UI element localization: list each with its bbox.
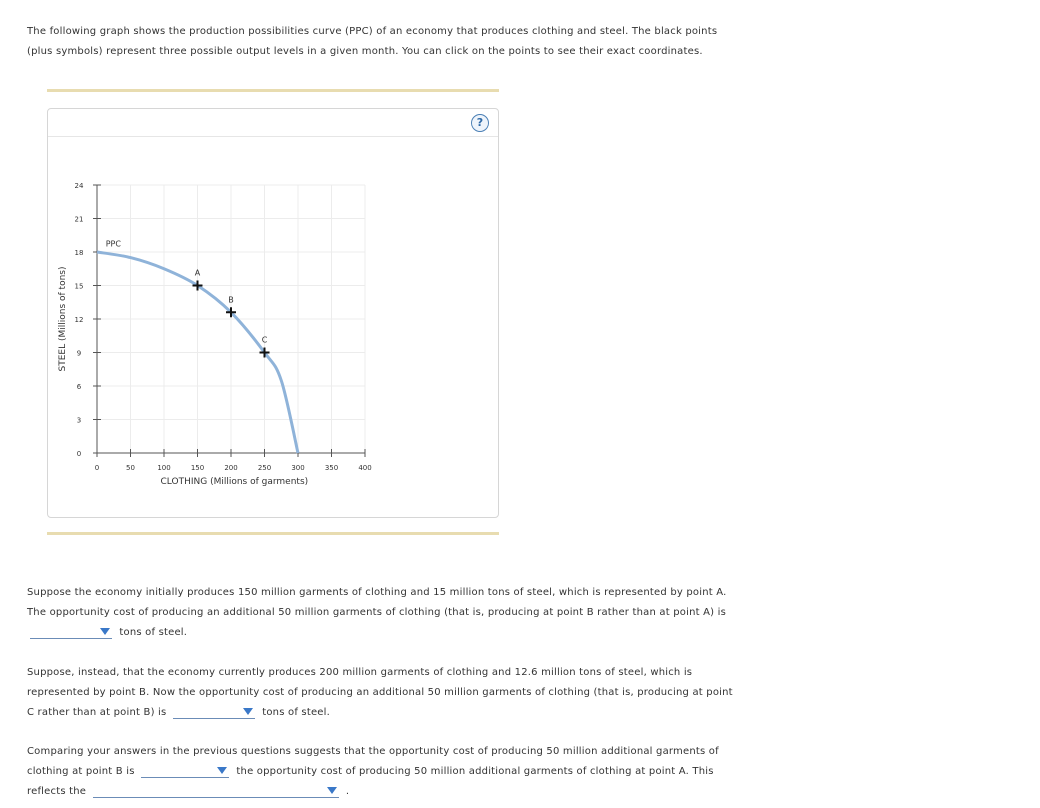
q2-line-1: Suppose, instead, that the economy currently produces 200 million garments of clothing and 12.6 million tons of steel, which is [27,667,693,678]
ppc-curve-label: PPC [105,239,121,249]
x-tick-label: 200 [224,464,238,472]
q3-end-text: . [345,786,350,797]
dropdown-arrow-icon [243,708,253,715]
point-label: A [194,268,201,278]
dropdown-arrow-icon [327,787,337,794]
q3-before-text: clothing at point B is [27,766,135,777]
intro-line-1: The following graph shows the production possibilities curve (PPC) of an economy that produces clothing and steel. The black points [27,26,718,37]
q1-after-text: tons of steel. [119,627,188,638]
x-tick-label: 250 [257,464,272,472]
y-tick-label: 3 [76,416,82,425]
help-button[interactable]: ? [471,114,489,132]
q2-after-text: tons of steel. [262,707,331,718]
x-axis-title: CLOTHING (Millions of garments) [160,477,309,487]
q1-line-2: The opportunity cost of producing an additional 50 million garments of clothing (that is, producing at point B rather than at point A) is [27,607,727,618]
y-tick-label: 15 [74,282,84,291]
point-label: C [261,335,268,345]
x-tick-label: 300 [291,464,305,472]
y-tick-label: 24 [74,182,84,190]
q2-before-text: C rather than at point B) is [27,707,167,718]
y-tick-label: 18 [74,249,84,257]
question-1 [27,583,797,643]
y-tick-label: 21 [74,215,84,224]
question-2 [27,663,797,723]
q3-reason-dropdown[interactable] [93,785,339,798]
y-tick-label: 0 [76,450,82,458]
x-tick-label: 50 [126,464,135,472]
q2-answer-dropdown[interactable] [173,706,255,719]
x-tick-label: 0 [94,464,100,472]
y-tick-label: 12 [74,316,84,324]
y-tick-label: 6 [76,383,82,391]
bottom-rule [47,532,499,535]
intro-line-2: (plus symbols) represent three possible output levels in a given month. You can click on the points to see their exact coordinates. [27,46,703,57]
q3-after-text: the opportunity cost of producing 50 million additional garments of clothing at point A. This [236,766,714,777]
x-tick-label: 150 [190,464,205,472]
question-3 [27,742,797,802]
dropdown-arrow-icon [100,628,110,635]
dropdown-arrow-icon [217,767,227,774]
y-axis-title: STEEL (Millions of tons) [58,266,68,372]
x-tick-label: 350 [324,464,339,472]
x-tick-label: 400 [358,464,372,472]
q3-comparison-dropdown[interactable] [141,765,229,778]
q1-line-1: Suppose the economy initially produces 150 million garments of clothing and 15 million tons of steel, which is represented by point A. [27,587,727,598]
point-label: B [228,295,234,305]
q3-line-1: Comparing your answers in the previous questions suggests that the opportunity cost of producing 50 million additional garments of [27,746,719,757]
q2-line-2: represented by point B. Now the opportunity cost of producing an additional 50 million garments of clothing (that is, producing at point [27,687,733,698]
y-tick-label: 9 [76,349,82,358]
q3-before2-text: reflects the [27,786,87,797]
q1-answer-dropdown[interactable] [30,626,112,639]
x-tick-label: 100 [157,464,171,472]
